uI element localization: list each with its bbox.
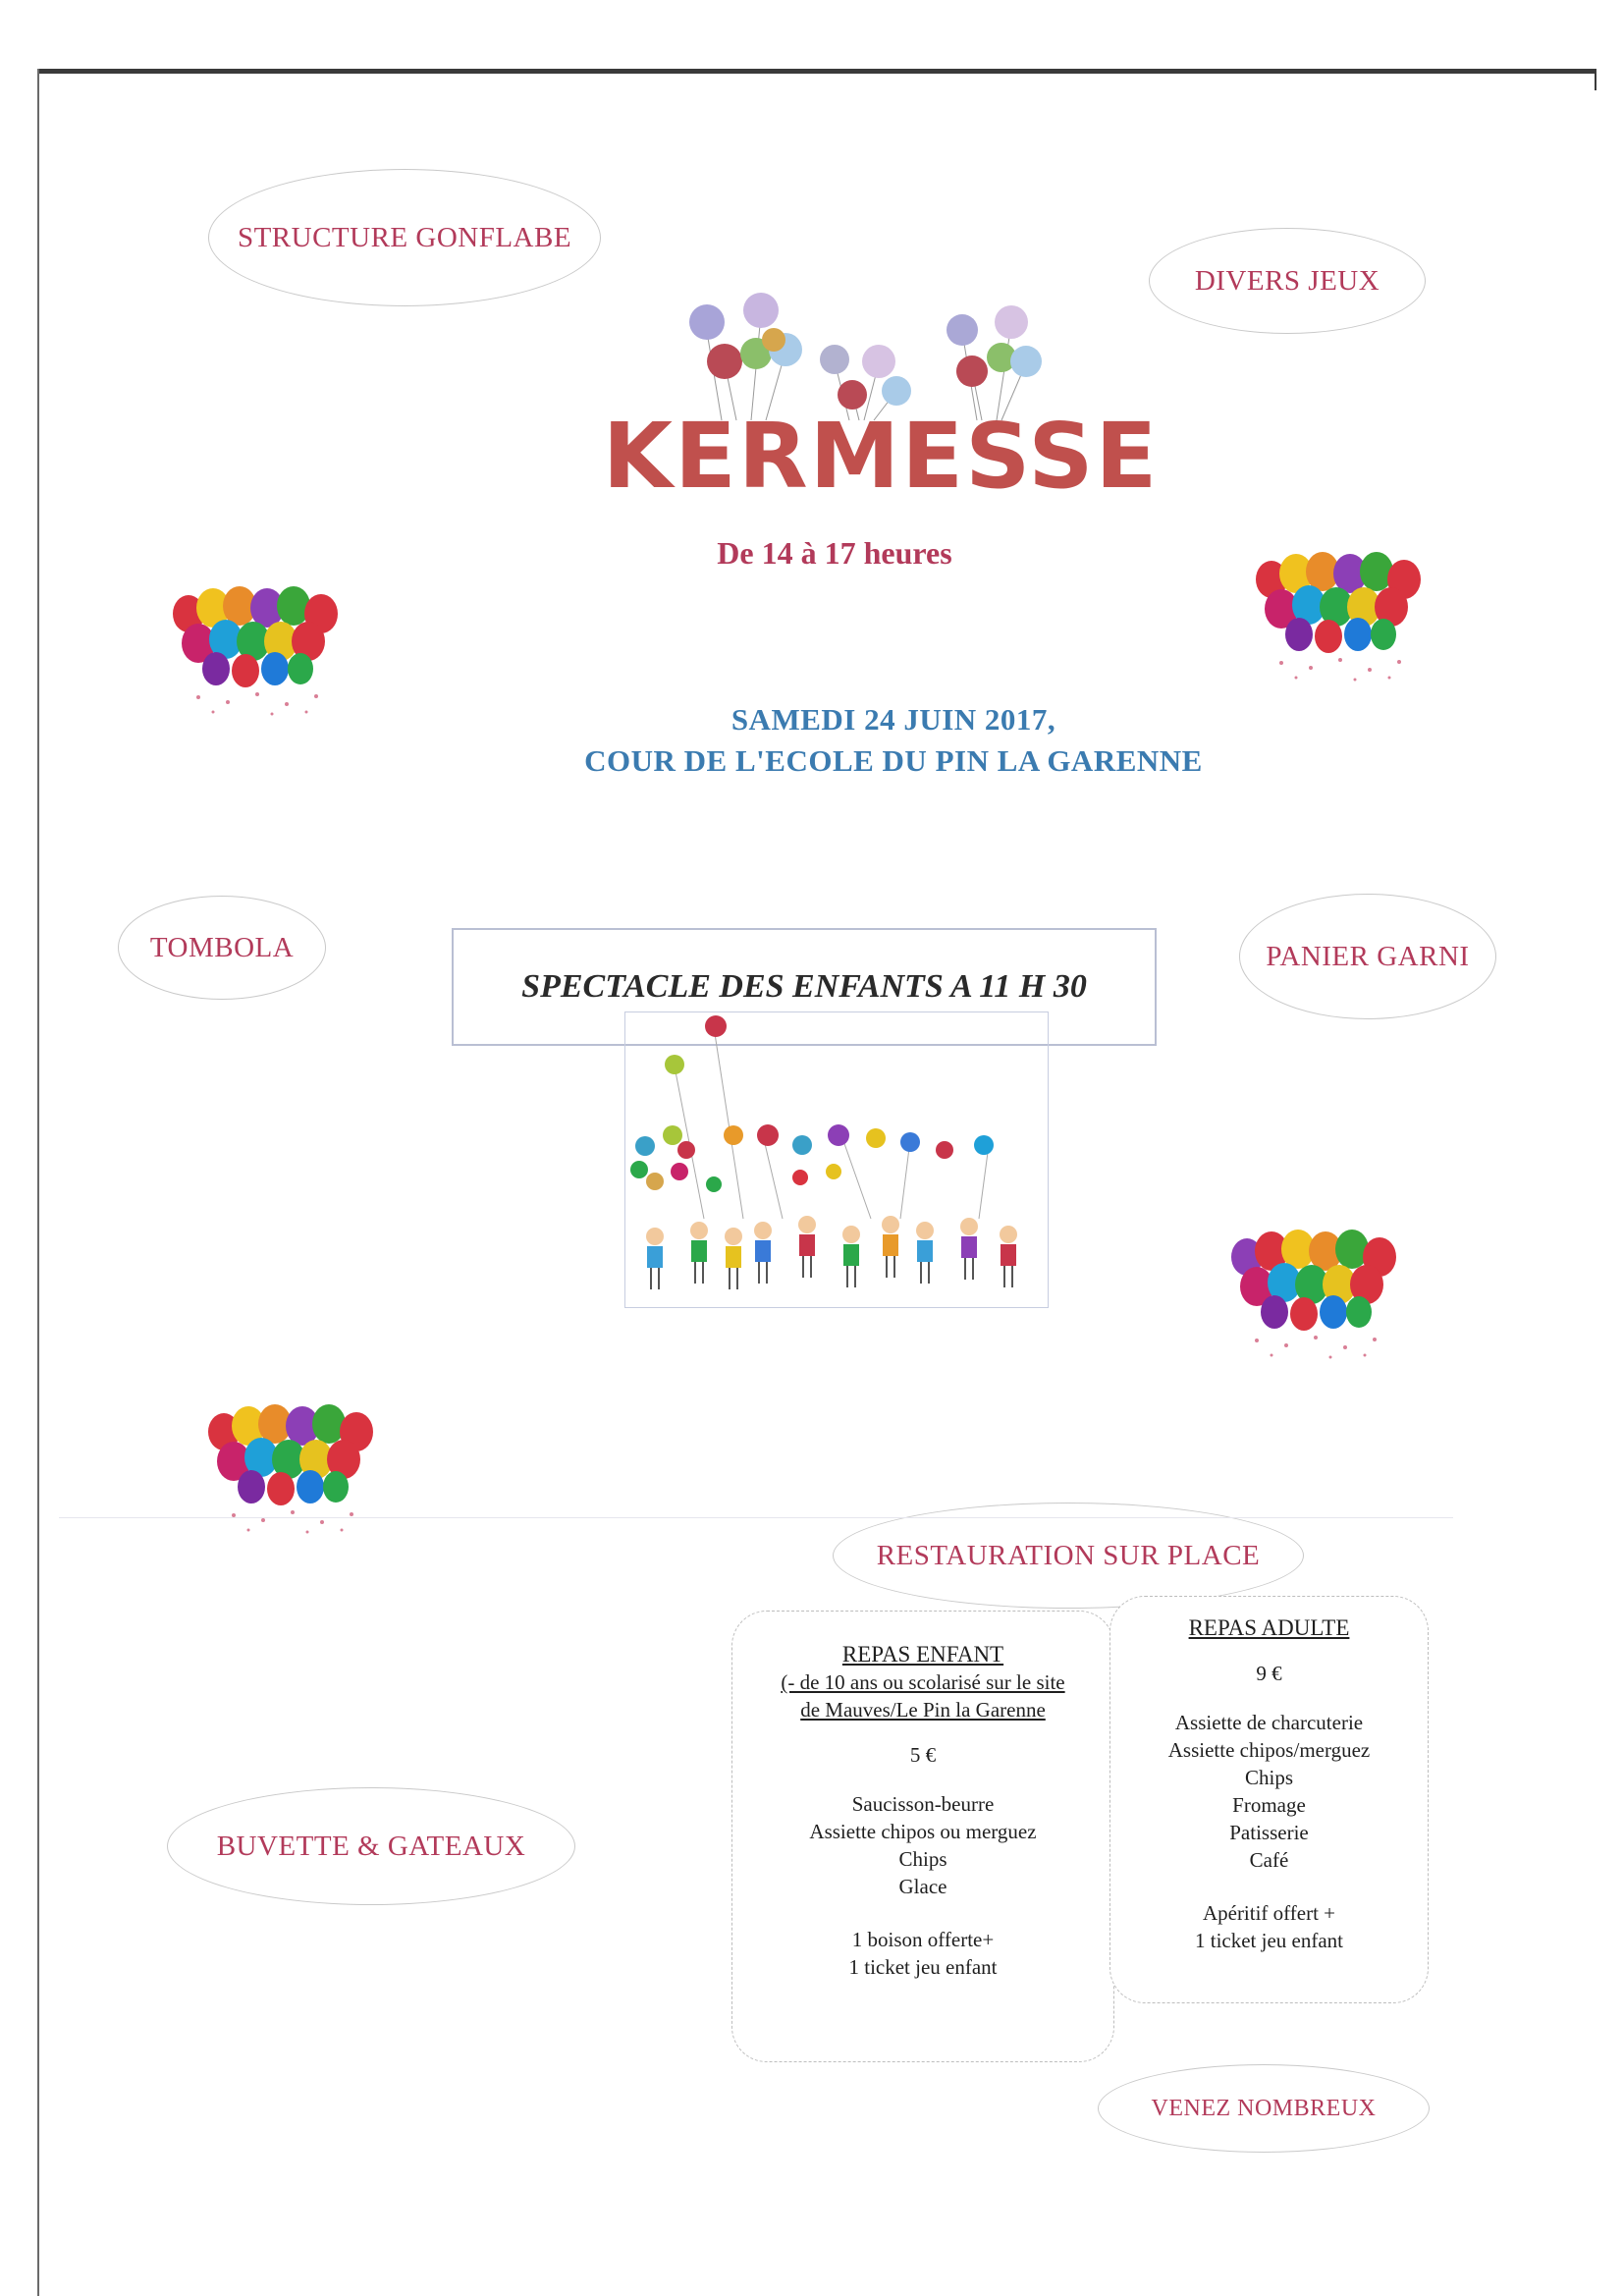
faint-divider: [59, 1517, 1453, 1518]
activity-restauration: RESTAURATION SUR PLACE: [833, 1503, 1304, 1609]
event-location: COUR DE L'ECOLE DU PIN LA GARENNE: [584, 743, 1203, 778]
menu-enfant-header: REPAS ENFANT: [841, 1642, 1004, 1667]
menu-enfant-extra2: 1 ticket jeu enfant: [848, 1955, 998, 1979]
menu-enfant-item: Assiette chipos ou merguez: [809, 1820, 1037, 1843]
menu-adulte-item: Chips: [1244, 1766, 1293, 1789]
page-title: KERMESSE: [602, 404, 1160, 509]
menu-adulte-item: Assiette chipos/merguez: [1167, 1738, 1371, 1762]
menu-adulte-item: Café: [1249, 1848, 1289, 1872]
show-banner: SPECTACLE DES ENFANTS A 11 H 30: [452, 928, 1157, 1046]
activity-panier: PANIER GARNI: [1239, 894, 1496, 1019]
top-border: [37, 69, 1596, 74]
activity-jeux: DIVERS JEUX: [1149, 228, 1426, 334]
balloon-cluster-icon: [169, 584, 351, 722]
menu-adulte-item: Assiette de charcuterie: [1174, 1711, 1364, 1734]
menu-adulte-extra2: 1 ticket jeu enfant: [1194, 1929, 1344, 1952]
activity-structure: STRUCTURE GONFLABE: [208, 169, 601, 306]
menu-adulte-header: REPAS ADULTE: [1188, 1615, 1350, 1640]
activity-buvette: BUVETTE & GATEAUX: [167, 1787, 575, 1905]
menu-enfant-item: Chips: [898, 1847, 947, 1871]
menu-adulte-price: 9 €: [1256, 1662, 1282, 1685]
balloon-cluster-icon: [1252, 550, 1434, 687]
balloon-cluster-icon: [204, 1402, 386, 1540]
left-border: [37, 69, 39, 2296]
menu-enfant-note1: (- de 10 ans ou scolarisé sur le site: [781, 1670, 1065, 1694]
venez-nombreux: VENEZ NOMBREUX: [1098, 2064, 1430, 2153]
menu-adulte-item: Patisserie: [1229, 1821, 1309, 1844]
menu-enfant-note2: de Mauves/Le Pin la Garenne: [800, 1698, 1046, 1722]
event-date: SAMEDI 24 JUIN 2017,: [730, 702, 1056, 737]
menu-adulte-item: Fromage: [1232, 1793, 1306, 1817]
event-hours: De 14 à 17 heures: [717, 535, 952, 571]
menu-enfant-item: Saucisson-beurre: [851, 1792, 995, 1816]
menu-adulte-card: [1109, 1596, 1429, 2003]
menu-enfant-item: Glace: [898, 1875, 947, 1898]
activity-tombola: TOMBOLA: [118, 896, 326, 1000]
top-border-corner: [1595, 69, 1596, 90]
children-balloons-illustration: [624, 1011, 1049, 1308]
menu-adulte-extra1: Apéritif offert +: [1202, 1901, 1336, 1925]
menu-enfant-extra1: 1 boison offerte+: [851, 1928, 995, 1951]
balloon-cluster-icon: [1227, 1228, 1409, 1365]
menu-enfant-price: 5 €: [909, 1743, 937, 1767]
menu-enfant-card: [731, 1611, 1114, 2062]
